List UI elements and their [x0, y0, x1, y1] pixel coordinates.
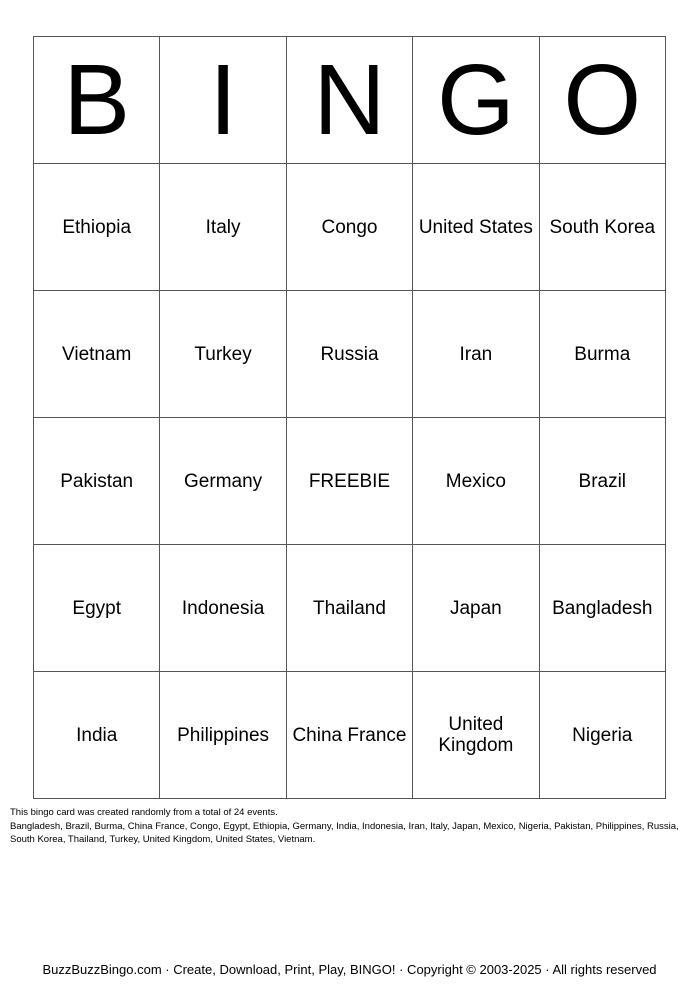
bingo-cell: Brazil: [539, 418, 665, 545]
bingo-cell: Congo: [286, 164, 412, 291]
bingo-cell: Burma: [539, 291, 665, 418]
bingo-row-5: [34, 672, 666, 799]
bingo-cell: United Kingdom: [413, 672, 539, 799]
bingo-cell: Bangladesh: [539, 545, 665, 672]
header-letter-n: N: [286, 37, 412, 164]
bingo-cell: Thailand: [286, 545, 412, 672]
bingo-row-1: [34, 164, 666, 291]
bingo-cell: Germany: [160, 418, 286, 545]
bingo-cell: Indonesia: [160, 545, 286, 672]
footer-copyright: BuzzBuzzBingo.com · Create, Download, Print, Play, BINGO! · Copyright © 2003-2025 · All rights reserved: [42, 962, 657, 977]
bingo-cell: Iran: [413, 291, 539, 418]
header-letter-g: G: [413, 37, 539, 164]
header-letter-i: I: [160, 37, 286, 164]
bingo-cell: Turkey: [160, 291, 286, 418]
bingo-cell: South Korea: [539, 164, 665, 291]
bingo-cell: China France: [286, 672, 412, 799]
bingo-cell: Russia: [286, 291, 412, 418]
bingo-cell: Nigeria: [539, 672, 665, 799]
bingo-cell: Italy: [160, 164, 286, 291]
header-letter-o: O: [539, 37, 665, 164]
bingo-cell: Ethiopia: [34, 164, 160, 291]
bingo-cell: Mexico: [413, 418, 539, 545]
bingo-cell: Vietnam: [34, 291, 160, 418]
card-info-summary: This bingo card was created randomly from a total of 24 events.: [10, 807, 278, 818]
bingo-row-4: [34, 545, 666, 672]
bingo-cell: Philippines: [160, 672, 286, 799]
bingo-free-cell: FREEBIE: [286, 418, 412, 545]
bingo-row-3: [34, 418, 666, 545]
bingo-header-row: [34, 37, 666, 164]
card-info-event-list: Bangladesh, Brazil, Burma, China France, Congo, Egypt, Ethiopia, Germany, India, Indonesia, Iran, Italy, Japan, Mexico, Nigeria, Pakistan, Philippines, Russia, South Korea, Thailand, Turkey, United Kingdom, United States, Vietnam.: [10, 820, 679, 845]
bingo-card: [33, 36, 666, 799]
header-letter-b: B: [34, 37, 160, 164]
card-info: [10, 806, 690, 847]
bingo-cell: Pakistan: [34, 418, 160, 545]
bingo-cell: Egypt: [34, 545, 160, 672]
bingo-cell: United States: [413, 164, 539, 291]
bingo-cell: Japan: [413, 545, 539, 672]
bingo-row-2: [34, 291, 666, 418]
bingo-cell: India: [34, 672, 160, 799]
